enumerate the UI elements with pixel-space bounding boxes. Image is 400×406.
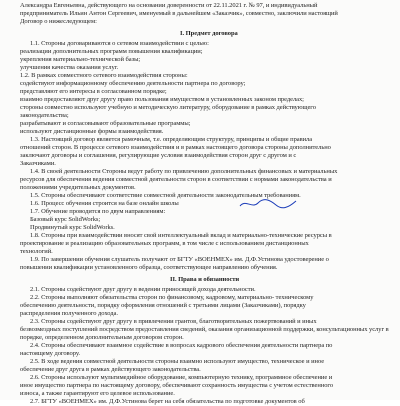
document-line: 1.1. Стороны договариваются о сетевом взаимодействии с целью: <box>30 40 209 47</box>
document-line: 1.2. В рамках совместного сетевого взаимодействия стороны: <box>20 72 188 79</box>
document-line: обеспечение друг друга в рамках действующего законодательства. <box>20 366 201 373</box>
document-line: 1.5. Стороны обеспечивают соответствие совместной деятельности законодательным требованиям. <box>30 192 301 199</box>
document-line: Договор о нижеследующем: <box>20 18 97 25</box>
document-line: технологий. <box>20 248 53 255</box>
document-line: взаимно предоставляют друг другу право пользования имуществом в установленных законом пределах; <box>20 96 304 103</box>
document-line: реализации дополнительных программ повышения квалификации; <box>20 48 203 55</box>
document-line: представляют его интересы в согласованном порядке; <box>20 88 167 95</box>
document-line: повышении квалификации установленного образца, соответствующее направлению обучения. <box>20 264 278 271</box>
document-line: Заказчиками. <box>20 160 56 167</box>
document-line: износа, а также гарантируют его целевое использование. <box>20 390 175 397</box>
document-line: заключают договоры и соглашения, регулирующие условия взаимодействия сторон друг с другом и с <box>20 152 297 159</box>
document-line: Продвинутый курс SolidWorks. <box>30 224 115 231</box>
document-line: проектирование и реализацию образовательных программ, в том числе с использованием дистанционных <box>20 240 309 247</box>
document-line: 2.5. В ходе ведения совместной деятельности стороны взаимно используют имущество, техническое и иное <box>30 358 325 365</box>
document-line: 1.9. По завершении обучения слушатель получают от БГТУ «ВОЕНМЕХ» им. Д.Ф.Устинова удостоверение о <box>30 256 329 263</box>
document-line: 2.1. Стороны содействуют друг другу в ведении приносящей дохода деятельности. <box>30 286 256 293</box>
section-heading: I. Предмет договора <box>180 30 238 37</box>
document-line: безвозмездных поступлений посредством предоставления сведений, оказания организационной поддержки, консультационных услуг в <box>20 326 389 333</box>
document-line: 1.7. Обучение проводится по двум направлениям: <box>30 208 166 215</box>
document-line: отношений сторон. В процессе сетевого взаимодействия и в рамках настоящего договора стороны дополнительно <box>20 144 331 151</box>
document-line: порядке, определенном дополнительным договором сторон. <box>20 334 184 341</box>
document-line: 1.8. Стороны при взаимодействии вносят свой интеллектуальный вклад и материально-технические ресурсы в <box>30 232 332 239</box>
document-line: разрабатывают и согласовывают образовательные программы; <box>20 120 191 127</box>
document-line: Базовый курс SolidWorks; <box>30 216 101 223</box>
document-line: 1.4. В своей деятельности Стороны ведут работу по привлечению дополнительных финансовых и материальных <box>30 168 338 175</box>
document-line: укрепления материально-технической базы; <box>20 56 141 63</box>
document-line: используют дистанционные формы взаимодействия. <box>20 128 164 135</box>
document-line: стороны совместно используют учебную и методическую литературу, оборудование в рамках действующего <box>20 104 316 111</box>
document-line: Александра Евгеньевна, действующего на основании доверенности от 22.11.2021 г. № 97, и индивидуальный <box>20 2 318 9</box>
document-line: 2.4. Стороны обеспечивают взаимное содействие в вопросах кадрового обеспечения деятельности партнера по <box>30 342 333 349</box>
document-line: улучшения качества оказания услуг. <box>20 64 119 71</box>
document-line: 2.7. БГТУ «ВОЕНМЕХ» им. Д.Ф.Устинова берет на себя обязательства по подготовке документов об <box>30 398 305 405</box>
section-heading: II. Права и обязанности <box>170 276 240 283</box>
document-line: 1.3. Настоящий договор является рамочным, т.е. определяющим структуру, принципы и общие правила <box>30 136 313 143</box>
document-line: положениями учредительных документов. <box>20 184 136 191</box>
document-line: содействуют информационному обеспечению деятельности партнера по договору; <box>20 80 246 87</box>
document-line: иное имущество партнера по настоящему договору, обеспечивают сохранность имущества с учетом естественного <box>20 382 334 389</box>
document-line: 2.3. Стороны содействуют друг другу в привлечении грантов, благотворительных пожертвований и иных <box>30 318 317 325</box>
document-line: предприниматель Ильин Антон Сергеевич, именуемый в дальнейшем «Заказчик», совместно, заключили настоящий <box>20 10 338 17</box>
document-line: ресурсов для обеспечения ведения совместной деятельности сторон в соответствии с нормами законодательства и <box>20 176 332 183</box>
document-line: законодательства; <box>20 112 69 119</box>
document-line: настоящему договору. <box>20 350 80 357</box>
document-line: распределения полученного дохода. <box>20 310 118 317</box>
document-line: 2.6. Стороны используют мультимедийное оборудование, компьютерную технику, программное обеспечение и <box>30 374 333 381</box>
document-line: 1.6. Процесс обучения строится на базе онлайн школы <box>30 200 179 207</box>
document-line: обеспечению деятельности, порядку оформления отношений с третьими лицами (Заказчиками), порядку <box>20 302 306 309</box>
document-line: 2.2. Стороны выполняют обязательства сторон по финансовому, кадровому, материально- техническому <box>30 294 314 301</box>
